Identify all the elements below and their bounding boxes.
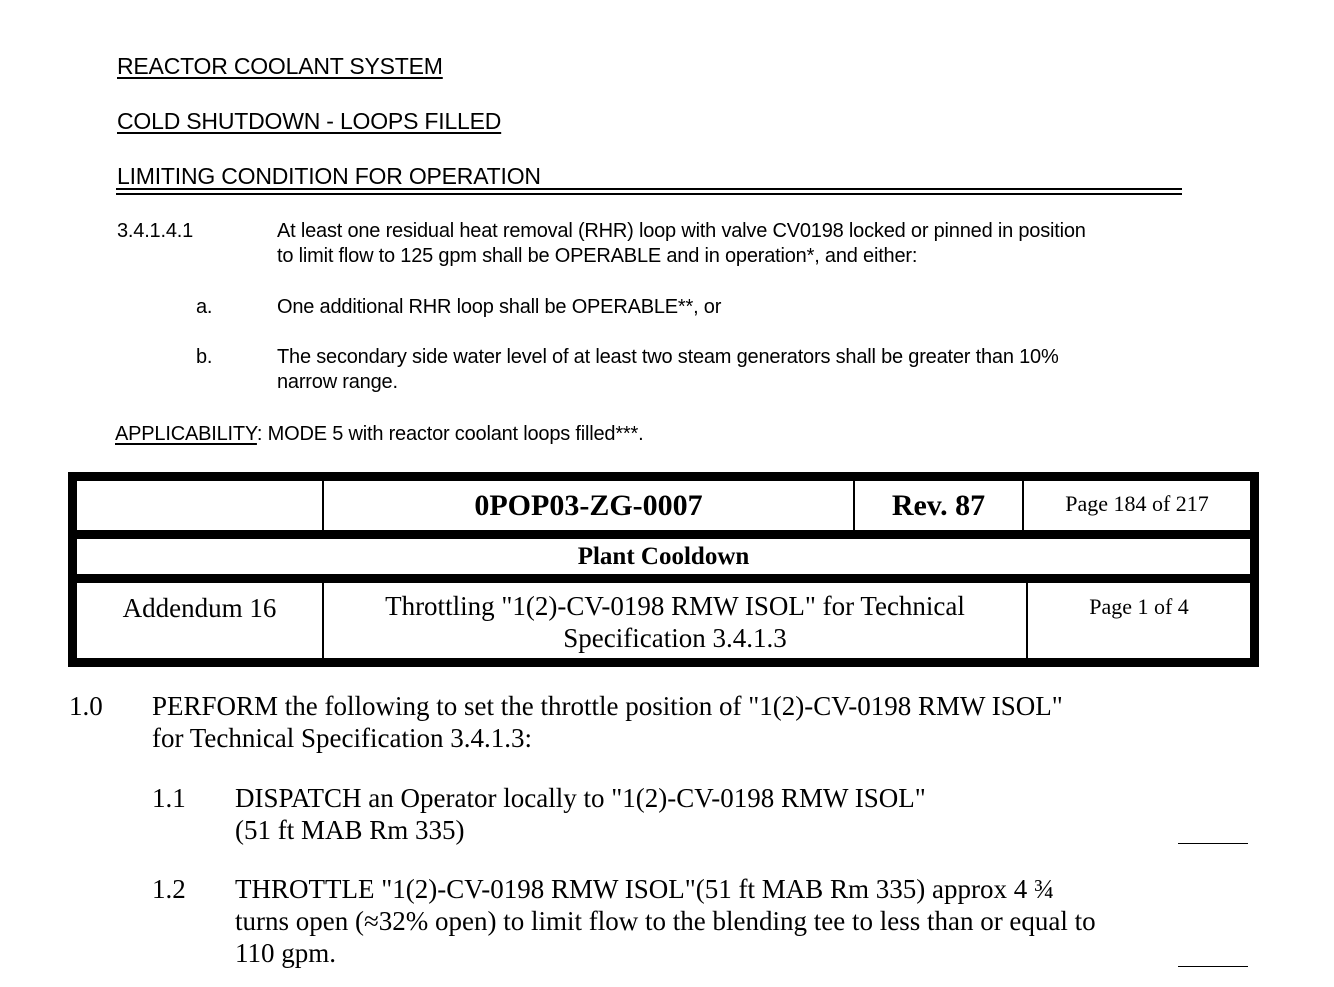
- section-text-line2: to limit flow to 125 gpm shall be OPERABLE and in operation*, and either:: [277, 245, 918, 267]
- addendum-title-line2: Specification 3.4.1.3: [563, 623, 787, 653]
- header-row-divider-2: [77, 574, 1250, 583]
- item-b-text-line1: The secondary side water level of at least two steam generators shall be greater than 10%: [277, 346, 1059, 368]
- revision: Rev. 87: [891, 488, 986, 522]
- heading-reactor-coolant-system: REACTOR COOLANT SYSTEM: [117, 53, 443, 79]
- section-number: 3.4.1.4.1: [117, 220, 194, 242]
- step-1-0-text-line1: PERFORM the following to set the throttle position of "1(2)-CV-0198 RMW ISOL": [152, 691, 1063, 721]
- applicability: [115, 422, 643, 447]
- page-of-total: Page 184 of 217: [1065, 490, 1209, 516]
- item-b-label: b.: [196, 346, 213, 368]
- doc-number: 0POP03-ZG-0007: [474, 488, 703, 522]
- step-1-2-signoff-line[interactable]: [1178, 966, 1248, 967]
- step-1-2-text-line1: THROTTLE "1(2)-CV-0198 RMW ISOL"(51 ft MAB Rm 335) approx 4 ¾: [235, 874, 1055, 904]
- applicability-text: MODE 5 with reactor coolant loops filled***.: [267, 423, 644, 445]
- addendum-number: Addendum 16: [122, 592, 277, 623]
- step-1-1-text-line1: DISPATCH an Operator locally to "1(2)-CV-0198 RMW ISOL": [235, 783, 926, 813]
- heading-double-rule: [116, 188, 1182, 195]
- heading-cold-shutdown: COLD SHUTDOWN - LOOPS FILLED: [117, 108, 502, 134]
- step-1-0-text-line2: for Technical Specification 3.4.1.3:: [152, 723, 532, 753]
- item-b-text-line2: narrow range.: [277, 371, 398, 393]
- item-a-label: a.: [196, 296, 213, 318]
- section-text-line1: At least one residual heat removal (RHR) loop with valve CV0198 locked or pinned in position: [277, 220, 1086, 242]
- step-1-0-number: 1.0: [69, 691, 103, 721]
- addendum-title-line1: Throttling "1(2)-CV-0198 RMW ISOL" for Technical: [385, 591, 965, 621]
- step-1-1-number: 1.1: [152, 783, 186, 813]
- applicability-label: APPLICABILITY: [115, 423, 257, 445]
- procedure-title: Plant Cooldown: [577, 542, 750, 570]
- item-a-text: One additional RHR loop shall be OPERABLE**, or: [277, 296, 722, 318]
- header-row-divider-1: [77, 530, 1250, 539]
- step-1-2-text-line2: turns open (≈32% open) to limit flow to the blending tee to less than or equal to: [235, 906, 1096, 936]
- step-1-1-text-line2: (51 ft MAB Rm 335): [235, 815, 465, 845]
- addendum-page: Page 1 of 4: [1089, 594, 1189, 619]
- step-1-2-number: 1.2: [152, 874, 186, 904]
- addendum-title: [324, 589, 1026, 655]
- procedure-header-table: [68, 472, 1259, 667]
- heading-lco: LIMITING CONDITION FOR OPERATION: [117, 163, 541, 189]
- step-1-2-text-line3: 110 gpm.: [235, 938, 336, 968]
- step-1-1-signoff-line[interactable]: [1178, 843, 1248, 844]
- applicability-colon: :: [256, 423, 263, 445]
